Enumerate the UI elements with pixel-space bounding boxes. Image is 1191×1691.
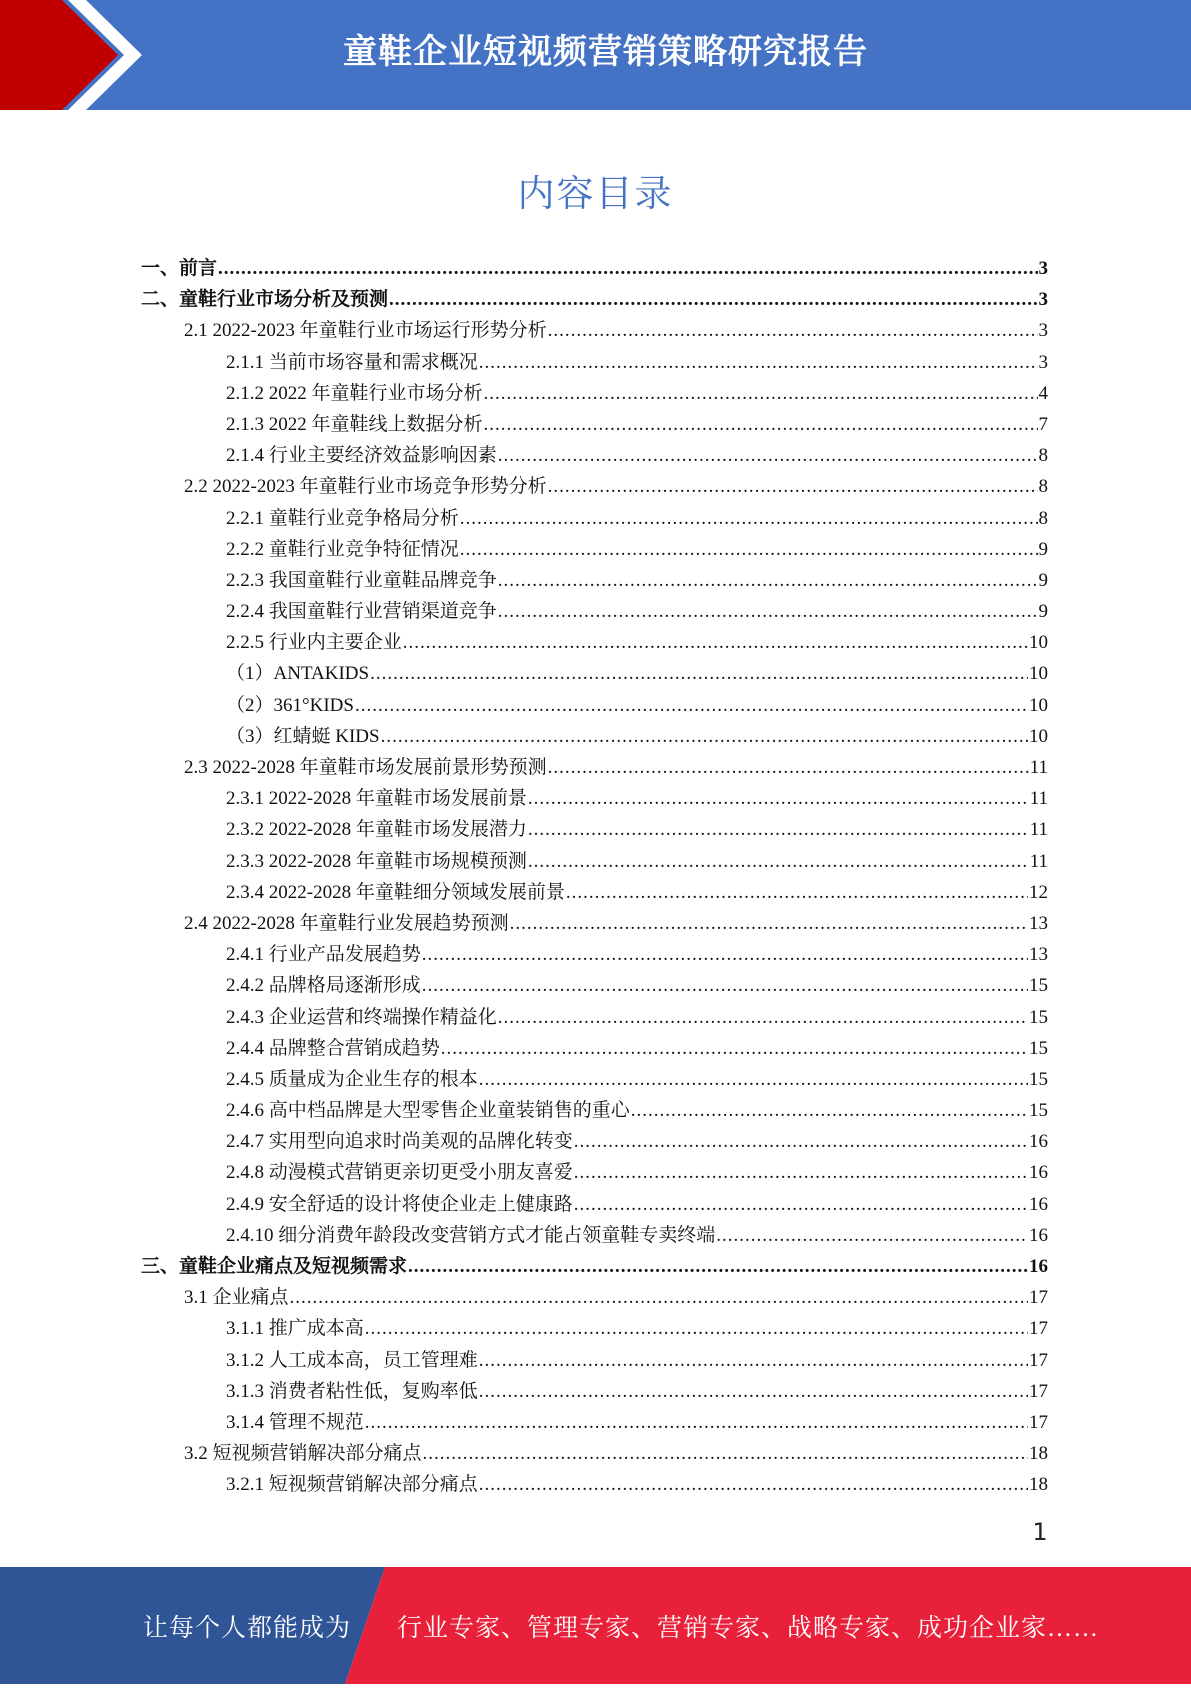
toc-entry-page: 16 — [1029, 1256, 1048, 1277]
toc-dot-leader — [365, 1407, 1028, 1438]
toc-dot-leader — [528, 814, 1029, 845]
toc-dot-leader — [574, 1189, 1028, 1220]
toc-entry-page: 4 — [1038, 382, 1048, 404]
toc-entry-title: 2.1.3 2022 年童鞋线上数据分析 — [226, 413, 483, 435]
toc-dot-leader — [441, 1033, 1028, 1064]
toc-entry[interactable] — [0, 721, 1191, 752]
toc-entry-title: （2）361°KIDS — [226, 694, 354, 716]
toc-entry[interactable] — [0, 1251, 1191, 1282]
toc-entry-title: 2.3.3 2022-2028 年童鞋市场规模预测 — [226, 850, 527, 872]
toc-entry-title: 3.1.4 管理不规范 — [226, 1411, 364, 1433]
toc-entry-page: 3 — [1038, 320, 1048, 342]
toc-entry[interactable] — [0, 347, 1191, 378]
toc-entry-page: 18 — [1029, 1443, 1048, 1465]
toc-entry[interactable] — [0, 534, 1191, 565]
toc-entry-title: 2.2.1 童鞋行业竞争格局分析 — [226, 507, 459, 529]
toc-entry[interactable] — [0, 1220, 1191, 1251]
toc-entry[interactable] — [0, 503, 1191, 534]
toc-entry-title: 2.3.4 2022-2028 年童鞋细分领域发展前景 — [226, 881, 565, 903]
toc-entry-title: 2.3.2 2022-2028 年童鞋市场发展潜力 — [226, 819, 527, 841]
toc-entry-page: 17 — [1029, 1349, 1048, 1371]
toc-entry-page: 8 — [1038, 476, 1048, 498]
toc-entry-title: 2.2.5 行业内主要企业 — [226, 632, 402, 654]
toc-entry-page: 11 — [1029, 850, 1048, 872]
toc-entry-title: 三、童鞋企业痛点及短视频需求 — [141, 1256, 408, 1277]
toc-entry[interactable] — [0, 877, 1191, 908]
toc-dot-leader — [422, 970, 1028, 1001]
toc-entry-title: 2.1.1 当前市场容量和需求概况 — [226, 351, 478, 373]
toc-entry-title: 3.1.3 消费者粘性低，复购率低 — [226, 1380, 478, 1402]
toc-entry[interactable] — [0, 1157, 1191, 1188]
toc-entry-title: 2.4.6 高中档品牌是大型零售企业童装销售的重心 — [226, 1100, 630, 1122]
toc-entry-page: 18 — [1029, 1474, 1048, 1496]
toc-entry[interactable] — [0, 1033, 1191, 1064]
toc-entry[interactable] — [0, 1002, 1191, 1033]
toc-entry-title: 2.4.10 细分消费年龄段改变营销方式才能占领童鞋专卖终端 — [226, 1224, 716, 1246]
toc-dot-leader — [422, 939, 1028, 970]
toc-dot-leader — [403, 627, 1028, 658]
toc-entry-title: 2.1 2022-2023 年童鞋行业市场运行形势分析 — [184, 320, 547, 342]
toc-entry[interactable] — [0, 1438, 1191, 1469]
toc-entry[interactable] — [0, 658, 1191, 689]
toc-entry-page: 11 — [1029, 788, 1048, 810]
toc-entry-page: 3 — [1038, 351, 1048, 373]
toc-entry[interactable] — [0, 1313, 1191, 1344]
toc-entry-page: 3 — [1038, 289, 1048, 311]
toc-dot-leader — [498, 440, 1038, 471]
toc-entry[interactable] — [0, 1376, 1191, 1407]
toc-entry[interactable] — [0, 596, 1191, 627]
toc-entry[interactable] — [0, 690, 1191, 721]
toc-entry[interactable] — [0, 1345, 1191, 1376]
toc-entry-page: 10 — [1029, 663, 1048, 685]
toc-entry-title: 2.3 2022-2028 年童鞋市场发展前景形势预测 — [184, 757, 547, 778]
toc-entry-page: 15 — [1029, 975, 1048, 997]
toc-entry-page: 16 — [1029, 1193, 1048, 1215]
toc-dot-leader — [574, 1126, 1028, 1157]
toc-entry-page: 3 — [1038, 258, 1048, 279]
toc-dot-leader — [381, 721, 1028, 752]
toc-dot-leader — [484, 378, 1038, 409]
toc-entry[interactable] — [0, 627, 1191, 658]
toc-dot-leader — [479, 1376, 1028, 1407]
header-banner — [0, 0, 1191, 110]
toc-entry-title: 2.4.8 动漫模式营销更亲切更受小朋友喜爱 — [226, 1162, 573, 1184]
toc-entry-title: （1）ANTAKIDS — [226, 663, 370, 685]
toc-dot-leader — [574, 1157, 1028, 1188]
table-of-contents — [0, 253, 1191, 1501]
toc-entry-page: 10 — [1029, 632, 1048, 654]
toc-entry-page: 10 — [1029, 725, 1048, 747]
toc-dot-leader — [498, 1002, 1028, 1033]
toc-entry[interactable] — [0, 1282, 1191, 1313]
toc-entry-title: 3.1.1 推广成本高 — [226, 1318, 364, 1340]
toc-entry[interactable] — [0, 409, 1191, 440]
toc-entry-page: 10 — [1029, 694, 1048, 716]
toc-entry-page: 16 — [1029, 1224, 1048, 1246]
toc-entry-title: 2.4.4 品牌整合营销成趋势 — [226, 1037, 440, 1059]
toc-entry[interactable] — [0, 970, 1191, 1001]
toc-entry[interactable] — [0, 440, 1191, 471]
toc-entry-title: 2.3.1 2022-2028 年童鞋市场发展前景 — [226, 788, 527, 810]
toc-entry-title: 2.4.1 行业产品发展趋势 — [226, 944, 421, 966]
toc-entry-title: 2.2.3 我国童鞋行业童鞋品牌竞争 — [226, 569, 497, 591]
toc-entry[interactable] — [0, 1064, 1191, 1095]
toc-entry-page: 11 — [1029, 757, 1048, 778]
toc-entry-title: 3.1 企业痛点 — [184, 1287, 289, 1309]
toc-entry-page: 9 — [1038, 569, 1048, 591]
toc-entry[interactable] — [0, 471, 1191, 502]
toc-entry-page: 16 — [1029, 1162, 1048, 1184]
toc-dot-leader — [365, 1313, 1028, 1344]
toc-entry-title: 2.4.3 企业运营和终端操作精益化 — [226, 1006, 497, 1028]
toc-entry-page: 16 — [1029, 1131, 1048, 1153]
footer-banner — [0, 1567, 1191, 1684]
toc-entry-title: 3.2 短视频营销解决部分痛点 — [184, 1443, 422, 1465]
toc-entry-title: 2.4.5 质量成为企业生存的根本 — [226, 1068, 478, 1090]
footer-slogan-right: 行业专家、管理专家、营销专家、战略专家、成功企业家…… — [397, 1615, 1100, 1642]
toc-dot-leader — [716, 1220, 1028, 1251]
toc-dot-leader — [566, 877, 1028, 908]
toc-dot-leader — [548, 471, 1038, 502]
toc-dot-leader — [218, 253, 1037, 284]
toc-entry-page: 9 — [1038, 601, 1048, 623]
page-number: 1 — [1032, 1518, 1048, 1546]
toc-dot-leader — [548, 315, 1038, 346]
toc-entry-title: 2.4.9 安全舒适的设计将使企业走上健康路 — [226, 1193, 573, 1215]
toc-entry-title: 2.1.4 行业主要经济效益影响因素 — [226, 445, 497, 467]
toc-entry-page: 9 — [1038, 538, 1048, 560]
toc-entry-title: （3）红蜻蜓 KIDS — [226, 725, 380, 747]
toc-entry[interactable] — [0, 1407, 1191, 1438]
toc-entry[interactable] — [0, 1469, 1191, 1500]
report-title: 童鞋企业短视频营销策略研究报告 — [343, 32, 868, 72]
toc-dot-leader — [484, 409, 1038, 440]
toc-entry-page: 17 — [1029, 1411, 1048, 1433]
toc-entry-title: 二、童鞋行业市场分析及预测 — [141, 289, 389, 311]
toc-entry[interactable] — [0, 1095, 1191, 1126]
toc-dot-leader — [290, 1282, 1028, 1313]
toc-dot-leader — [548, 752, 1029, 783]
toc-entry[interactable] — [0, 908, 1191, 939]
toc-entry-page: 17 — [1029, 1380, 1048, 1402]
toc-entry-page: 13 — [1029, 944, 1048, 966]
toc-dot-leader — [479, 1064, 1028, 1095]
toc-entry[interactable] — [0, 378, 1191, 409]
toc-dot-leader — [423, 1438, 1028, 1469]
toc-entry-page: 7 — [1038, 413, 1048, 435]
toc-entry-title: 2.4 2022-2028 年童鞋行业发展趋势预测 — [184, 912, 509, 934]
toc-entry-page: 17 — [1029, 1318, 1048, 1340]
toc-entry[interactable] — [0, 315, 1191, 346]
toc-dot-leader — [510, 908, 1028, 939]
toc-entry-page: 13 — [1029, 912, 1048, 934]
toc-dot-leader — [460, 534, 1038, 565]
toc-entry[interactable] — [0, 846, 1191, 877]
toc-dot-leader — [479, 347, 1038, 378]
toc-entry-page: 11 — [1029, 819, 1048, 841]
toc-entry-title: 2.2.2 童鞋行业竞争特征情况 — [226, 538, 459, 560]
toc-entry-title: 一、前言 — [141, 258, 218, 279]
toc-dot-leader — [498, 596, 1038, 627]
toc-entry-title: 2.2.4 我国童鞋行业营销渠道竞争 — [226, 601, 497, 623]
toc-entry-page: 15 — [1029, 1068, 1048, 1090]
toc-entry[interactable] — [0, 752, 1191, 783]
toc-entry-page: 8 — [1038, 445, 1048, 467]
toc-entry-page: 15 — [1029, 1006, 1048, 1028]
toc-entry-page: 15 — [1029, 1100, 1048, 1122]
toc-dot-leader — [528, 783, 1029, 814]
toc-dot-leader — [528, 846, 1029, 877]
toc-entry[interactable] — [0, 253, 1191, 284]
toc-entry-title: 2.4.7 实用型向追求时尚美观的品牌化转变 — [226, 1131, 573, 1153]
toc-entry-page: 12 — [1029, 881, 1048, 903]
toc-dot-leader — [460, 503, 1038, 534]
toc-entry-title: 2.2 2022-2023 年童鞋行业市场竞争形势分析 — [184, 476, 547, 498]
toc-entry[interactable] — [0, 783, 1191, 814]
footer-slogan-left: 让每个人都能成为 — [143, 1615, 352, 1642]
toc-entry[interactable] — [0, 939, 1191, 970]
toc-dot-leader — [479, 1345, 1028, 1376]
toc-entry-title: 2.4.2 品牌格局逐渐形成 — [226, 975, 421, 997]
toc-entry[interactable] — [0, 1189, 1191, 1220]
toc-entry[interactable] — [0, 814, 1191, 845]
toc-entry-title: 3.1.2 人工成本高，员工管理难 — [226, 1349, 478, 1371]
toc-dot-leader — [498, 565, 1038, 596]
toc-entry-title: 2.1.2 2022 年童鞋行业市场分析 — [226, 382, 483, 404]
toc-entry[interactable] — [0, 1126, 1191, 1157]
toc-entry[interactable] — [0, 565, 1191, 596]
toc-dot-leader — [370, 658, 1028, 689]
toc-dot-leader — [479, 1469, 1028, 1500]
toc-dot-leader — [631, 1095, 1028, 1126]
toc-entry-page: 15 — [1029, 1037, 1048, 1059]
toc-dot-leader — [355, 690, 1028, 721]
toc-heading: 内容目录 — [517, 172, 674, 215]
toc-entry-page: 17 — [1029, 1287, 1048, 1309]
toc-dot-leader — [408, 1251, 1028, 1282]
toc-entry[interactable] — [0, 284, 1191, 315]
toc-entry-title: 3.2.1 短视频营销解决部分痛点 — [226, 1474, 478, 1496]
toc-entry-page: 8 — [1038, 507, 1048, 529]
toc-dot-leader — [389, 284, 1037, 315]
